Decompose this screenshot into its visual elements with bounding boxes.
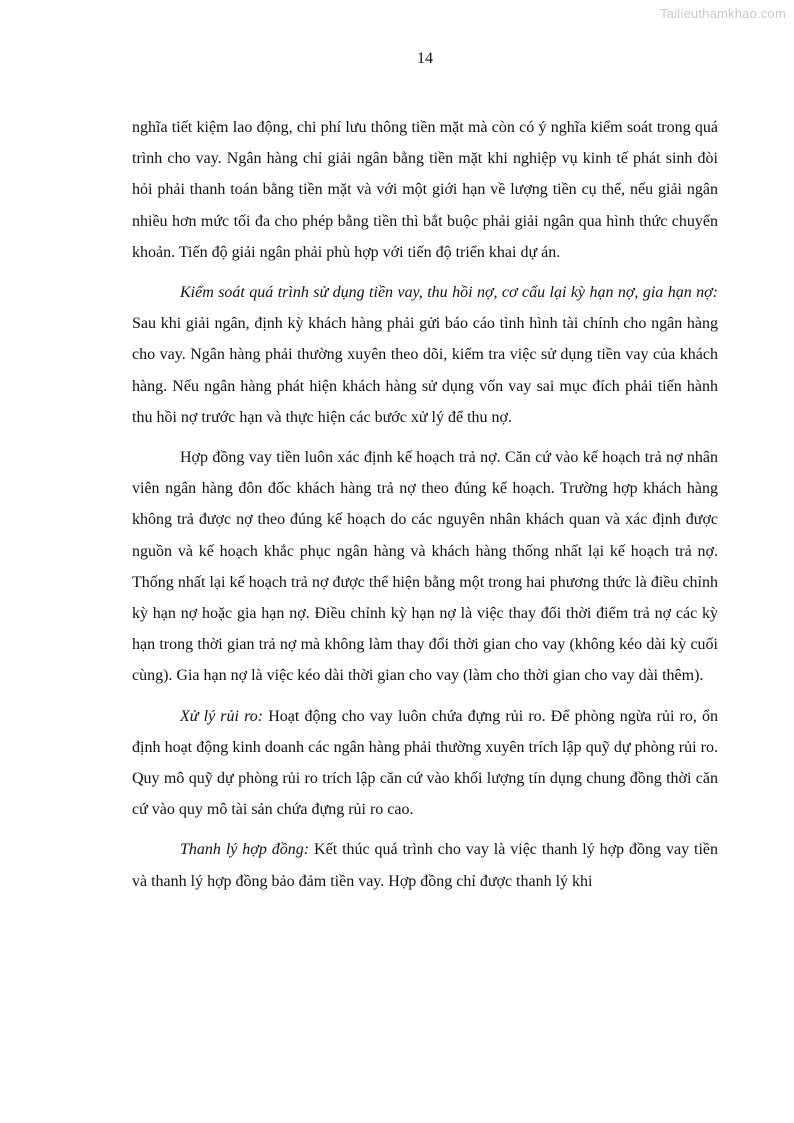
paragraph-5-lead: Thanh lý hợp đồng: [180,841,310,859]
paragraph-2-text: Sau khi giải ngân, định kỳ khách hàng phải gửi báo cáo tình hình tài chính cho ngân hàng cho vay. Ngân hàng phải thường xuyên theo dõi, kiểm tra việc sử dụng tiền vay của khách hàng. Nếu ngân hàng phát hiện khách hàng sử dụng vốn vay sai mục đích phải tiến hành thu hồi nợ trước hạn và thực hiện các bước xử lý để thu nợ. [132,315,718,426]
paragraph-5-text: Kết thúc quá trình cho vay là việc thanh lý hợp đồng vay tiền và thanh lý hợp đồng bảo đảm tiền vay. Hợp đồng chỉ được thanh lý khi [132,841,719,890]
paragraph-1-text: nghĩa tiết kiệm lao động, chi phí lưu thông tiền mặt mà còn có ý nghĩa kiểm soát trong quá trình cho vay. Ngân hàng chỉ giải ngân bằng tiền mặt khi nghiệp vụ kinh tế phát sinh đòi hỏi phải thanh toán bằng tiền mặt và với một giới hạn về lượng tiền cụ thể, nếu giải ngân nhiều hơn mức tối đa cho phép bằng tiền thì bắt buộc phải giải ngân qua hình thức chuyển khoản. Tiến độ giải ngân phải phù hợp với tiến độ triển khai dự án. [132,119,718,261]
paragraph-2 [132,277,718,433]
watermark: Tailieuthamkhao.com [660,6,786,21]
document-body [132,112,718,906]
paragraph-3 [132,442,718,692]
paragraph-4-text: Hoạt động cho vay luôn chứa đựng rủi ro. Để phòng ngừa rủi ro, ổn định hoạt động kinh doanh các ngân hàng phải thường xuyên trích lập quỹ dự phòng rủi ro. Quy mô quỹ dự phòng rủi ro trích lập căn cứ vào khối lượng tín dụng chung đồng thời căn cứ vào quy mô tài sản chứa đựng rủi ro cao. [132,707,718,819]
paragraph-4 [132,701,718,826]
page-number: 14 [417,50,433,67]
paragraph-3-text: Hợp đồng vay tiền luôn xác định kế hoạch trả nợ. Căn cứ vào kế hoạch trả nợ nhân viên ngân hàng đôn đốc khách hàng trả nợ theo đúng kế hoạch. Trường hợp khách hàng không trả được nợ theo đúng kế hoạch do các nguyên nhân khách quan và xác định được nguồn và kế hoạch khắc phục ngân hàng và khách hàng thống nhất lại kế hoạch trả nợ. Thống nhất lại kế hoạch trả nợ được thể hiện bằng một trong hai phương thức là điều chỉnh kỳ hạn nợ hoặc gia hạn nợ. Điều chỉnh kỳ hạn nợ là việc thay đổi thời điểm trả nợ các kỳ hạn trong thời gian trả nợ mà không làm thay đổi thời gian cho vay (không kéo dài kỳ cuối cùng). Gia hạn nợ là việc kéo dài thời gian cho vay (làm cho thời gian cho vay dài thêm). [132,449,718,685]
paragraph-4-lead: Xử lý rủi ro: [180,707,264,725]
paragraph-1 [132,112,718,268]
paragraph-2-lead: Kiểm soát quá trình sử dụng tiền vay, thu hồi nợ, cơ cấu lại kỳ hạn nợ, gia hạn nợ: [180,284,718,302]
paragraph-5 [132,834,718,896]
